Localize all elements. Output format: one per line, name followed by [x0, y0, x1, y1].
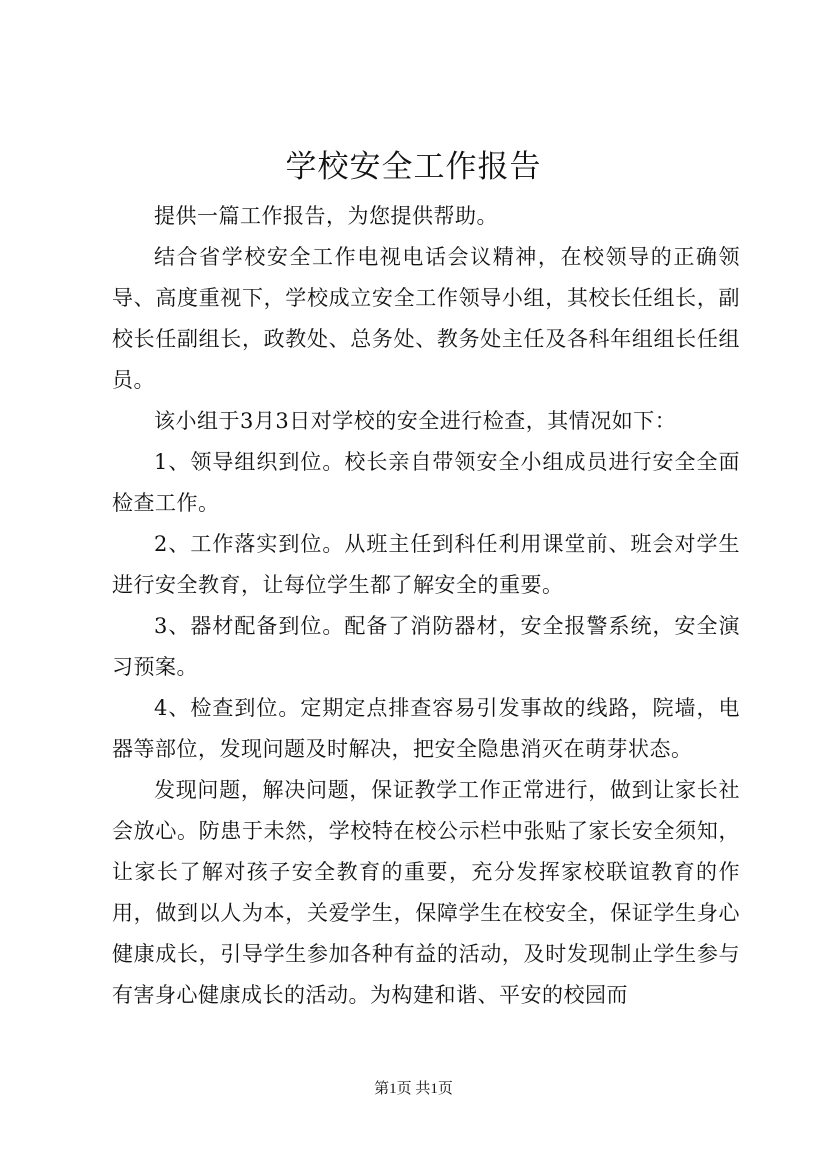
paragraph-conclusion: 发现问题，解决问题，保证教学工作正常进行，做到让家长社会放心。防患于未然，学校特在校公示栏中张贴了家长安全须知，让家长了解对孩子安全教育的重要，充分发挥家校联谊教育的作用，做到以人为本，关爱学生，保障学生在校安全，保证学生身心健康成长，引导学生参加各种有益的活动，及时发现制止学生参与有害身心健康成长的活动。为构建和谐、平安的校园而	[112, 778, 740, 1007]
document-body	[112, 196, 740, 1016]
paragraph-item-1: 1、领导组织到位。校长亲自带领安全小组成员进行安全全面检查工作。	[112, 450, 740, 515]
paragraph-item-3: 3、器材配备到位。配备了消防器材，安全报警系统，安全演习预案。	[112, 614, 740, 679]
paragraph-item-2: 2、工作落实到位。从班主任到科任利用课堂前、班会对学生进行安全教育，让每位学生都了解安全的重要。	[112, 532, 740, 597]
paragraph-intro: 提供一篇工作报告，为您提供帮助。	[154, 204, 498, 228]
document-title: 学校安全工作报告	[285, 149, 542, 185]
paragraph-background: 结合省学校安全工作电视电话会议精神，在校领导的正确领导、高度重视下，学校成立安全工作领导小组，其校长任组长，副校长任副组长，政教处、总务处、教务处主任及各科年组组长任组员。	[112, 245, 740, 392]
page-footer: 第1页 共1页	[374, 1081, 453, 1097]
paragraph-item-4: 4、检查到位。定期定点排查容易引发事故的线路，院墙，电器等部位，发现问题及时解决，把安全隐患消灭在萌芽状态。	[112, 696, 740, 761]
paragraph-inspection: 该小组于3月3日对学校的安全进行检查，其情况如下：	[154, 409, 677, 433]
